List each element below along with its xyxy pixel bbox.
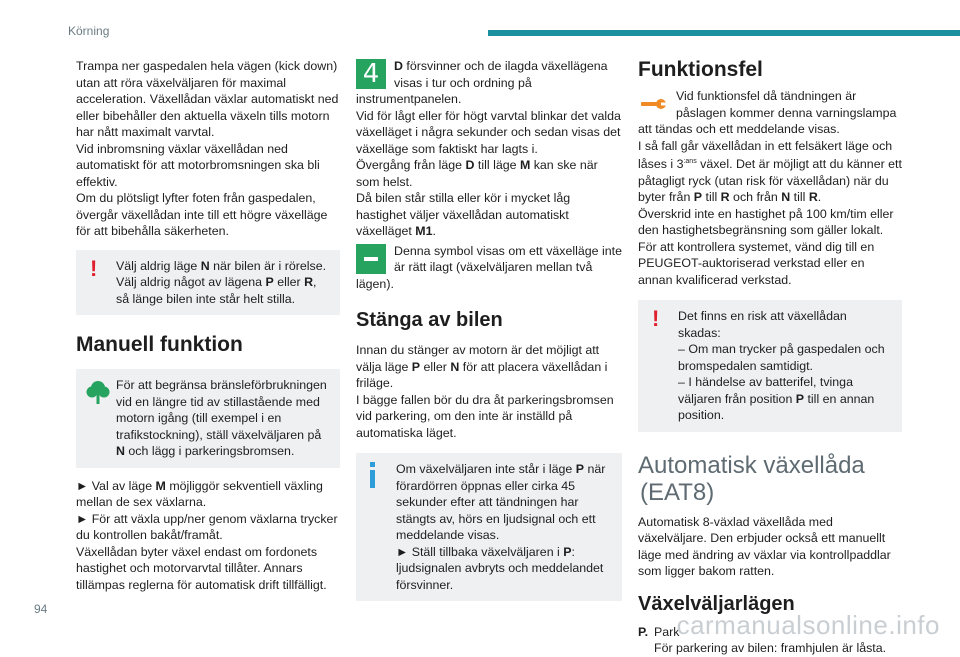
warning-icon: ! <box>90 255 98 281</box>
paragraph-rpm-blink: Vid för lågt eller för högt varvtal blinkar det valda växelläget i några sekunder och sedan visas det växelläge som faktiskt har lagts i. <box>356 108 621 156</box>
heading-switch-off: Stänga av bilen <box>356 309 503 331</box>
warning2-text-1: Det finns en risk att växellådan skadas: <box>678 309 847 340</box>
paragraph-workshop: För att kontrollera systemet, vänd dig till en PEUGEOT-auktoriserad verkstad eller en annan kvalificerad verkstad. <box>638 239 875 287</box>
eco-note <box>76 369 340 468</box>
gear-indicator-icon: 4 <box>356 59 386 89</box>
info-text-2: ► Ställ tillbaka växelväljaren i P: ljudsignalen avbryts och meddelandet försvinner. <box>396 544 604 592</box>
heading-selector-modes: Växelväljarlägen <box>638 592 795 615</box>
paragraph-before-stop: Innan du stänger av motorn är det möjligt att välja läge P eller N för att placera växellådan i friläge. <box>356 343 608 390</box>
wrench-icon <box>638 89 668 119</box>
warning-text-2: Välj aldrig något av lägena P eller R, så länge bilen inte står helt stilla. <box>116 275 317 306</box>
heading-manual-mode: Manuell funktion <box>76 333 243 356</box>
paragraph-d-to-m: Övergång från läge D till läge M kan ske när som helst. <box>356 158 598 189</box>
paragraph-m-mode: ► Val av läge M möjliggör sekventiell växling mellan de sex växlarna. <box>76 478 323 509</box>
paragraph-fault-lamp: Vid funktionsfel då tändningen är påslagen kommer denna varningslampa att tändas och ett meddelande visas. <box>638 89 897 136</box>
paragraph-shift-updown: ► För att växla upp/ner genom växlarna trycker du kontrollen bakåt/framåt. <box>76 511 338 542</box>
warning-note-1 <box>76 250 340 316</box>
heading-malfunction: Funktionsfel <box>638 58 763 81</box>
info-note <box>356 453 622 601</box>
mode-p-name: Park <box>654 624 680 639</box>
paragraph-parking-brake: I bägge fallen bör du dra åt parkeringsbromsen vid parkering, om den inte är inställd på automatiska läget. <box>356 392 614 440</box>
page-number: 94 <box>34 602 48 616</box>
mode-p-key: P. <box>638 624 649 639</box>
gear-not-engaged-icon <box>356 244 386 274</box>
warning-icon: ! <box>652 306 660 332</box>
header-section-label: Körning <box>68 24 110 38</box>
column-1 <box>76 58 340 593</box>
eco-tree-icon <box>86 379 110 405</box>
paragraph-d-disappears: D försvinner och de ilagda växellägena visas i tur och ordning på instrumentpanelen. <box>356 59 608 106</box>
info-icon <box>370 462 375 488</box>
paragraph-shift-condition: Växellådan byter växel endast om fordonets hastighet och motorvarvtal tillåter. Annars tillämpas reglerna för automatisk drift tillfälligt. <box>76 544 327 592</box>
paragraph-lift-foot: Om du plötsligt lyfter foten från gaspedalen, övergår växellådan inte till ett högre växelläge för att bibehålla säkerheten. <box>76 191 328 238</box>
warning2-text-3: – I händelse av batterifel, tvinga väljaren från position P till en annan position. <box>678 375 875 423</box>
warning-text-1: Välj aldrig läge N när bilen är i rörelse. <box>116 258 327 273</box>
paragraph-braking: Vid inbromsning växlar växellådan ned automatiskt för att motorbromsningen ska bli effektiv. <box>76 141 320 189</box>
eco-text: För att begränsa bränsleförbrukningen vid en längre tid av stillastående med motorn igång (till exempel i en trafikstockning), ställ växelväljaren på N och lägg i parkeringsbromsen. <box>116 378 327 458</box>
header-accent-bar <box>488 30 960 36</box>
paragraph-symbol: Denna symbol visas om ett växelläge inte är rätt ilagt (växelväljaren mellan två lägen). <box>356 243 622 291</box>
paragraph-m1: Då bilen står stilla eller kör i mycket låg hastighet väljer växellådan automatiskt växelläget M1. <box>356 191 571 238</box>
paragraph-eat8: Automatisk 8-växlad växellåda med växelväljare. Den erbjuder också ett manuellt läge med ändring av växlar via kontrollpaddlar som ligger bakom ratten. <box>638 514 891 579</box>
watermark: carmanualsonline.info <box>676 610 940 640</box>
paragraph-speed-limit: Överskrid inte en hastighet på 100 km/tim eller den hastighetsbegränsning som gäller lokalt. <box>638 206 894 238</box>
column-3 <box>638 58 902 657</box>
column-2 <box>356 58 622 601</box>
paragraph-fail-safe: I så fall går växellådan in ett felsäkert läge och låses i $3^{:ans}$ växel. Det är möjligt att du känner ett påtagligt ryck (utan risk för växellådan) när du byter från P till R och från N till R. <box>638 138 902 205</box>
warning2-text-2: – Om man trycker på gaspedalen och bromspedalen samtidigt. <box>678 342 885 373</box>
heading-automatic-gearbox: Automatisk växellåda (EAT8) <box>638 451 865 506</box>
mode-p-desc: För parkering av bilen: framhjulen är låsta. <box>654 641 887 656</box>
info-text-1: Om växelväljaren inte står i läge P när förardörren öppnas eller cirka 45 sekunder efter att tändningen har stängts av, hörs en ljudsignal och ett meddelande visas. <box>396 462 606 542</box>
warning-note-2 <box>638 300 902 432</box>
paragraph-kickdown: Trampa ner gaspedalen hela vägen (kick down) utan att röra växelväljaren för maximal acceleration. Växellådan växlar automatiskt ned eller bibehåller den aktuella växeln tills motorn har nått maximalt varvtal. <box>76 59 339 139</box>
